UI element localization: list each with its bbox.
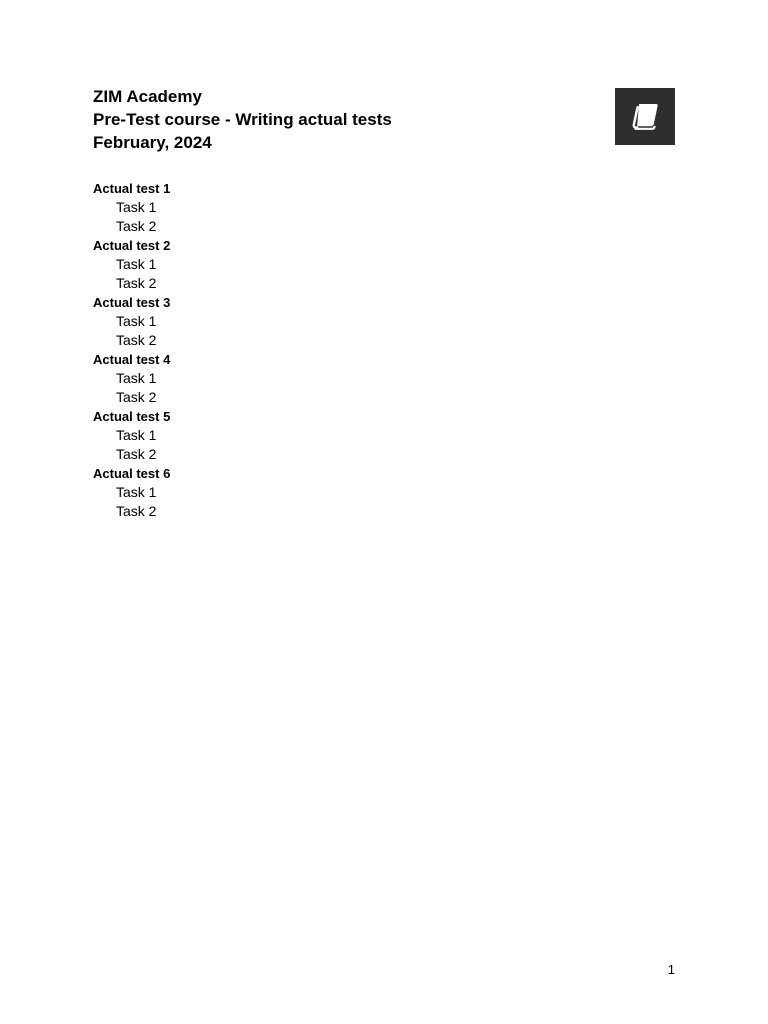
- toc-heading[interactable]: Actual test 6: [93, 466, 171, 481]
- toc-task[interactable]: Task 2: [116, 332, 157, 348]
- book-logo: [615, 88, 675, 145]
- toc-section: [93, 350, 393, 407]
- toc-task[interactable]: Task 1: [116, 484, 157, 500]
- toc-heading[interactable]: Actual test 1: [93, 181, 171, 196]
- table-of-contents: [93, 179, 393, 521]
- toc-task[interactable]: Task 2: [116, 218, 157, 234]
- toc-section: [93, 236, 393, 293]
- toc-task[interactable]: Task 2: [116, 446, 157, 462]
- document-date: February, 2024: [93, 133, 212, 152]
- course-title: Pre-Test course - Writing actual tests: [93, 110, 392, 129]
- toc-task[interactable]: Task 1: [116, 199, 157, 215]
- toc-task[interactable]: Task 2: [116, 503, 157, 519]
- toc-section: [93, 293, 393, 350]
- toc-task[interactable]: Task 1: [116, 256, 157, 272]
- toc-task[interactable]: Task 1: [116, 370, 157, 386]
- toc-heading[interactable]: Actual test 2: [93, 238, 171, 253]
- toc-task[interactable]: Task 2: [116, 275, 157, 291]
- toc-section: [93, 179, 393, 236]
- toc-task[interactable]: Task 1: [116, 313, 157, 329]
- toc-heading[interactable]: Actual test 5: [93, 409, 171, 424]
- organization-title: ZIM Academy: [93, 87, 202, 106]
- toc-section: [93, 464, 393, 521]
- book-icon: [628, 100, 662, 134]
- toc-heading[interactable]: Actual test 4: [93, 352, 171, 367]
- toc-task[interactable]: Task 1: [116, 427, 157, 443]
- toc-task[interactable]: Task 2: [116, 389, 157, 405]
- document-header: [93, 85, 573, 154]
- toc-section: [93, 407, 393, 464]
- toc-heading[interactable]: Actual test 3: [93, 295, 171, 310]
- page-number: 1: [667, 962, 675, 977]
